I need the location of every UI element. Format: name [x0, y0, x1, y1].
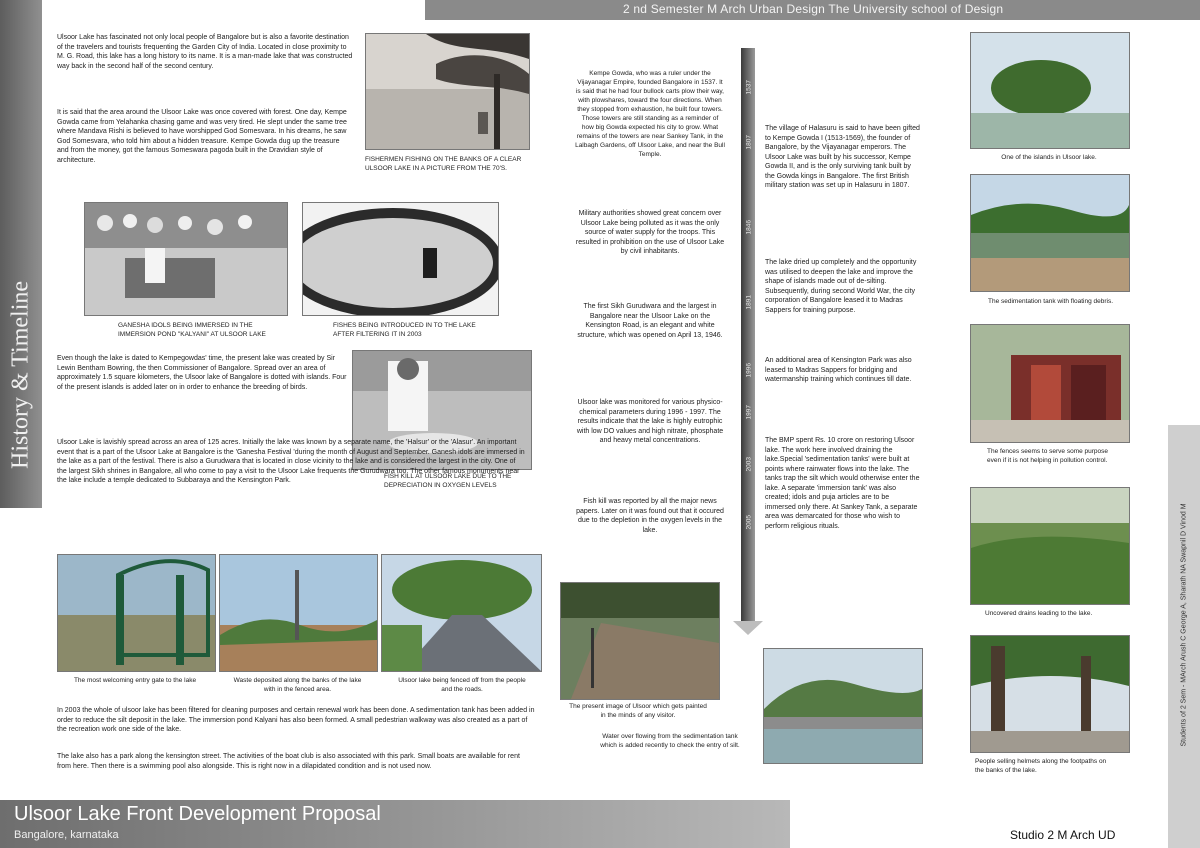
timeline-year: 2003	[745, 457, 753, 472]
legend-paragraph: It is said that the area around the Ulsoor Lake was once covered with forest. One day, Kempe Gowda came from Yelahanka chasing game and was very tired. He slept under the same tree where Mandava Rishi is believed to have worshipped God Somesvara. In his dreams, he saw God Somesvara, who told him about a hidden treasure. Kempe Gowda dug up the treasure and from the money, got the famous Someswara pagoda built in the Dravidian style of architecture.	[57, 109, 347, 164]
island-photo	[970, 32, 1130, 149]
fences-photo	[970, 324, 1130, 443]
fenced-caption: Ulsoor lake being fenced off from the people and the roads.	[398, 677, 526, 693]
overflow-caption: Water over flowing from the sedimentation tank which is added recently to check the entry of silt.	[600, 733, 740, 749]
timeline-year: 1997	[745, 405, 753, 420]
bentham-paragraph: Even though the lake is dated to Kempegowdas' time, the present lake was created by Sir Lewin Bentham Bowring, the then Commissioner of Bangalore. Spread over an area of approximately 1.5 square kilometers, the Ulsoor lake of Bangalore is dotted with islands. Four of the present islands is added later on in order to enhance the breeding of birds.	[57, 355, 347, 391]
studio-label: Studio 2 M Arch UD	[1010, 828, 1116, 842]
sedimentation-caption: The sedimentation tank with floating debris.	[988, 298, 1114, 305]
ganesha-photo	[84, 202, 288, 316]
timeline-entry-left: The first Sikh Gurudwara and the largest in Bangalore near the Ulsoor Lake on the Kensington Road, is an elegant and white structure, which was opened on April 13, 1946.	[577, 303, 723, 339]
helmets-caption: People selling helmets along the footpaths on the banks of the lake.	[975, 758, 1107, 774]
festival-paragraph: Ulsoor Lake is lavishly spread across an area of 125 acres. Initially the lake was known by a separate name, the 'Halsur' or the 'Alasur'. An important event that is a part of the Ulsoor Lake at Bangalore is the 'Ganesha Festival 'during the month of August and September. Ganesh idols are immersed in the lake as a part of the festival. There is also a Gurudwara that is located in close vicinity to the lake and is considered the largest in the city. One of the largest Sikh shrines in Bangalore, all who come to pay a visit to the Ulsoor Lake frequents the Gurudwara too. The other famous monuments near the lake include a temple dedicated to Subbaraya and the Kensington Park.	[57, 439, 525, 484]
section-band	[0, 0, 42, 508]
present-caption: The present image of Ulsoor which gets painted in the minds of any visitor.	[569, 703, 707, 719]
overflow-photo	[763, 648, 923, 764]
timeline-year: 1807	[745, 135, 753, 150]
section-title: History & Timeline	[7, 280, 34, 470]
timeline-entry-left: Ulsoor lake was monitored for various physico-chemical parameters during 1996 - 1997. The results indicate that the lake is highly eutrophic with low DO values and high nitrate, phosphate and heavy metal concentrations.	[576, 399, 724, 444]
island-caption: One of the islands in Ulsoor lake.	[1001, 154, 1097, 161]
ganesha-caption: GANESHA IDOLS BEING IMMERSED IN THE IMMERSION POND "KALYANI" AT ULSOOR LAKE	[118, 322, 266, 338]
park-paragraph: The lake also has a park along the kensington street. The activities of the boat club is also associated with this park. Small boats are available for rent from here. Then there is a swimming pool also alongside. This is right now in a dilapidated condition and is not used now.	[57, 753, 520, 770]
timeline-entry-right: The village of Halasuru is said to have been gifted to Kempe Gowda I (1513-1569), the founder of Bangalore, by the Vijayanagar emperors. The Ulsoor Lake was built by his successor, Kempe Gowda II, and is the only surviving tank built by the Gowda kings in Bangalore. The first British military station was set up in Halasuru in 1807.	[765, 125, 920, 189]
renewal-paragraph: In 2003 the whole of ulsoor lake has been filtered for cleaning purposes and certain renewal work has been done. A sedimentation tank has been added in order to reduce the silt deposit in the lake. The immersion pond Kalyani has also been formed. A small pedestrian walkway was also created as a part of the recreation work one side of the lake.	[57, 707, 535, 733]
helmets-photo	[970, 635, 1130, 753]
timeline-entry-right: The BMP spent Rs. 10 crore on restoring Ulsoor lake. The work here involved draining the lake.Special 'sedimentation tanks' were built at points where rainwater flows into the lake. The tanks trap the silt which would otherwise enter the lake. A separate 'immersion tank' was also created; idols and puja articles are to be immersed only there. At Sankey Tank, a separate area was demarcated for those who wish to perform religious rituals.	[765, 437, 920, 530]
timeline-entry-right: An additional area of Kensington Park was also leased to Madras Sappers for bridging and watermanship training which continues till date.	[765, 357, 912, 383]
intro-paragraph: Ulsoor Lake has fascinated not only local people of Bangalore but is also a favorite destination of the travelers and tourists frequenting the Garden City of India. Located in close proximity to M. G. Road, this lake has a long history to its name. It is a man-made lake that was constructed way back in the second half of the second century.	[57, 34, 353, 70]
timeline-year: 1537	[745, 80, 753, 95]
course-title: 2 nd Semester M Arch Urban Design The University school of Design	[623, 2, 1004, 16]
drains-photo	[970, 487, 1130, 605]
timeline-year: 1891	[745, 295, 753, 310]
fishermen-caption: FISHERMEN FISHING ON THE BANKS OF A CLEAR ULSOOR LAKE IN A PICTURE FROM THE 70'S.	[365, 156, 522, 172]
waste-photo	[219, 554, 378, 672]
timeline-year: 1996	[745, 363, 753, 378]
fishermen-photo	[365, 33, 530, 150]
sedimentation-photo	[970, 174, 1130, 292]
project-title: Ulsoor Lake Front Development Proposal	[14, 803, 381, 825]
timeline-entry-left: Military authorities showed great concern over Ulsoor Lake being polluted as it was the only source of water supply for the troops. This resulted in prohibition on the use of Ulsoor Lake by civil inhabitants.	[575, 210, 725, 255]
timeline-arrow-icon	[733, 621, 763, 635]
timeline-year: 2005	[745, 515, 753, 530]
gate-photo	[57, 554, 216, 672]
fenced-road-photo	[381, 554, 542, 672]
fishes-caption: FISHES BEING INTRODUCED IN TO THE LAKE AFTER FILTERING IT IN 2003	[333, 322, 476, 338]
timeline-year: 1846	[745, 220, 753, 235]
fishkill-caption: FISH KILL AT ULSOOR LAKE DUE TO THE DEPRECIATION IN OXYGEN LEVELS	[384, 473, 512, 489]
credits-band	[1168, 425, 1200, 848]
waste-caption: Waste deposited along the banks of the lake with in the fenced area.	[233, 677, 362, 693]
timeline-entry-left: Kempe Gowda, who was a ruler under the Vijayanagar Empire, founded Bangalore in 1537. It is said that he had four bullock carts plow their way, with plowshares, toward the four directions. When they stopped from exhaustion, he built four towers. Those towers are still standing as a reminder of how big Gowda expected his city to grow. What remains of the towers are near Sankey Tank, in the Lalbagh Gardens, off Ulsoor Lake, and near the Bull Temple.	[575, 70, 725, 158]
timeline-entry-right: The lake dried up completely and the opportunity was utilised to deepen the lake and improve the shape of islands made out of de-silting. Subsequently, during second World War, the city corporation of Bangalore leased it to Madras Sappers for training purpose.	[765, 259, 917, 314]
credits-text: Students of 2 Sem - MArch Arush C George A, Sharath NA Swapnil D Vinod M	[1180, 503, 1188, 747]
header-bar	[425, 0, 1200, 20]
fishes-photo	[302, 202, 499, 316]
gate-caption: The most welcoming entry gate to the lake	[73, 677, 197, 684]
project-location: Bangalore, karnataka	[14, 829, 119, 841]
timeline-entry-left: Fish kill was reported by all the major news papers. Later on it was found out that it occured due to the depletion in the oxygen levels in the lake.	[576, 498, 724, 534]
drains-caption: Uncovered drains leading to the lake.	[985, 610, 1093, 617]
present-image-photo	[560, 582, 720, 700]
fences-caption: The fences seems to serve some purpose even if it is not helping in pollution control.	[987, 448, 1109, 464]
